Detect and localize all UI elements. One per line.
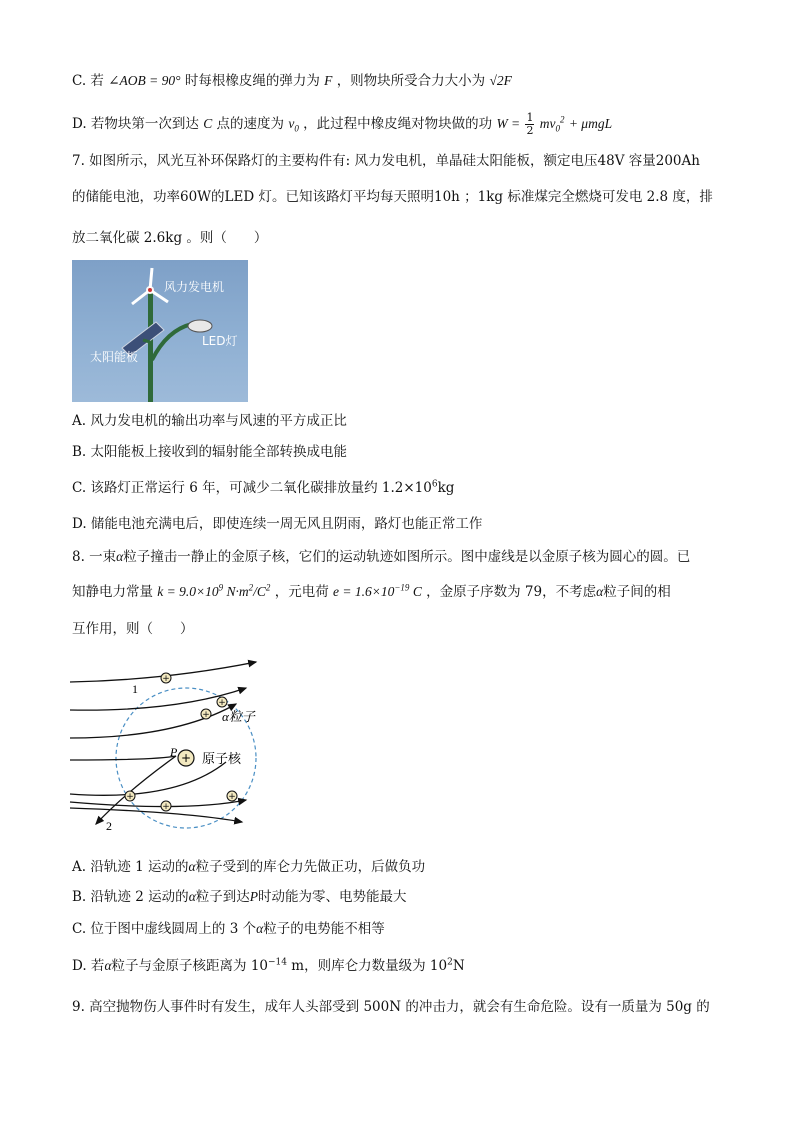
svg-text:+: + [180,751,192,765]
alpha-scattering-diagram [66,652,366,837]
p-label: P [170,745,178,759]
q8-option-b: B. 沿轨迹 2 运动的α粒子到达P时动能为零、电势能最大 [72,889,407,905]
svg-text:+: + [228,792,236,802]
q7-option-b: B. 太阳能板上接收到的辐射能全部转换成电能 [72,444,348,460]
q8-option-c: C. 位于图中虚线圆周上的 3 个α粒子的电势能不相等 [72,921,385,937]
question-8-line-1: 8. 一束α粒子撞击一静止的金原子核，它们的运动轨迹如图所示。图中虚线是以金原子核为圆心的圆。已 [72,549,691,565]
track-d [70,762,226,795]
q8-option-d: D. 若α粒子与金原子核距离为 $10^{-14}$ m，则库仑力数量级为 $10^2N$ [72,957,465,974]
q8-option-a: A. 沿轨迹 1 运动的α粒子受到的库仑力先做正功，后做负功 [72,859,426,875]
q7-option-d: D. 储能电池充满电后，即使连续一周无风且阴雨，路灯也能正常工作 [72,516,483,532]
svg-text:+: + [162,802,170,812]
question-8-line-2: 知静电力常量 $k = 9.0\times 10^9$ $N\cdot m^2/C^2$ ，元电荷 $e = 1.6\times 10^{-19}$ C ，金原子序数为 79，不考虑α粒子间的相 [72,582,671,600]
option-c-line: C. 若 ∠AOB = 90° 时每根橡皮绳的弹力为 F ，则物块所受合力大小为 √2F [72,73,512,89]
question-7-line-2: 的储能电池，功率60W的LED 灯。已知该路灯平均每天照明10h ；1kg 标准煤完全燃烧可发电 2.8 度，排 [72,189,713,205]
option-d-line: D. 若物块第一次到达 C 点的速度为 $v_0$ ，此过程中橡皮绳对物块做的功 W = $\frac{1}{2}$ $mv_0^2 + \mu mgL$ [72,111,613,137]
particle-symbols [126,674,236,812]
question-7-line-3: 放二氧化碳 2.6kg 。则（ ） [72,230,268,246]
question-7-line-1: 7. 如图所示，风光互补环保路灯的主要构件有: 风力发电机，单晶硅太阳能板，额定电压48V 容量200Ah [72,153,700,169]
street-lamp-photo [72,260,248,402]
fraction-one-half: $\frac{1}{2}$ [526,111,534,137]
svg-text:+: + [126,792,134,802]
track-f [70,808,242,822]
track-b [70,704,236,738]
alpha-particle-1 [125,673,237,811]
track-e [70,800,246,807]
nucleus-label: 原子核 [202,752,242,767]
alpha-label: α粒子 [222,709,255,724]
svg-text:+: + [202,710,210,720]
q7-option-c: C. 该路灯正常运行 6 年，可减少二氧化碳排放量约 $1.2\times 10^6kg$ [72,479,455,496]
question-8-line-3: 互作用，则（ ） [72,621,194,637]
track-2-label: 2 [106,819,112,833]
svg-text:+: + [162,674,170,684]
q7-option-a: A. 风力发电机的输出功率与风速的平方成正比 [72,413,347,429]
solar-panel-label: 太阳能板 [90,350,139,364]
scattering-svg [66,652,366,837]
wind-turbine-label: 风力发电机 [164,280,225,294]
track-1-label: 1 [132,682,138,696]
question-9-line-1: 9. 高空抛物伤人事件时有发生，成年人头部受到 500N 的冲击力，就会有生命危险。设有一质量为 50g 的 [72,999,710,1015]
svg-text:+: + [218,698,226,708]
led-lamp-label: LED灯 [202,334,238,348]
